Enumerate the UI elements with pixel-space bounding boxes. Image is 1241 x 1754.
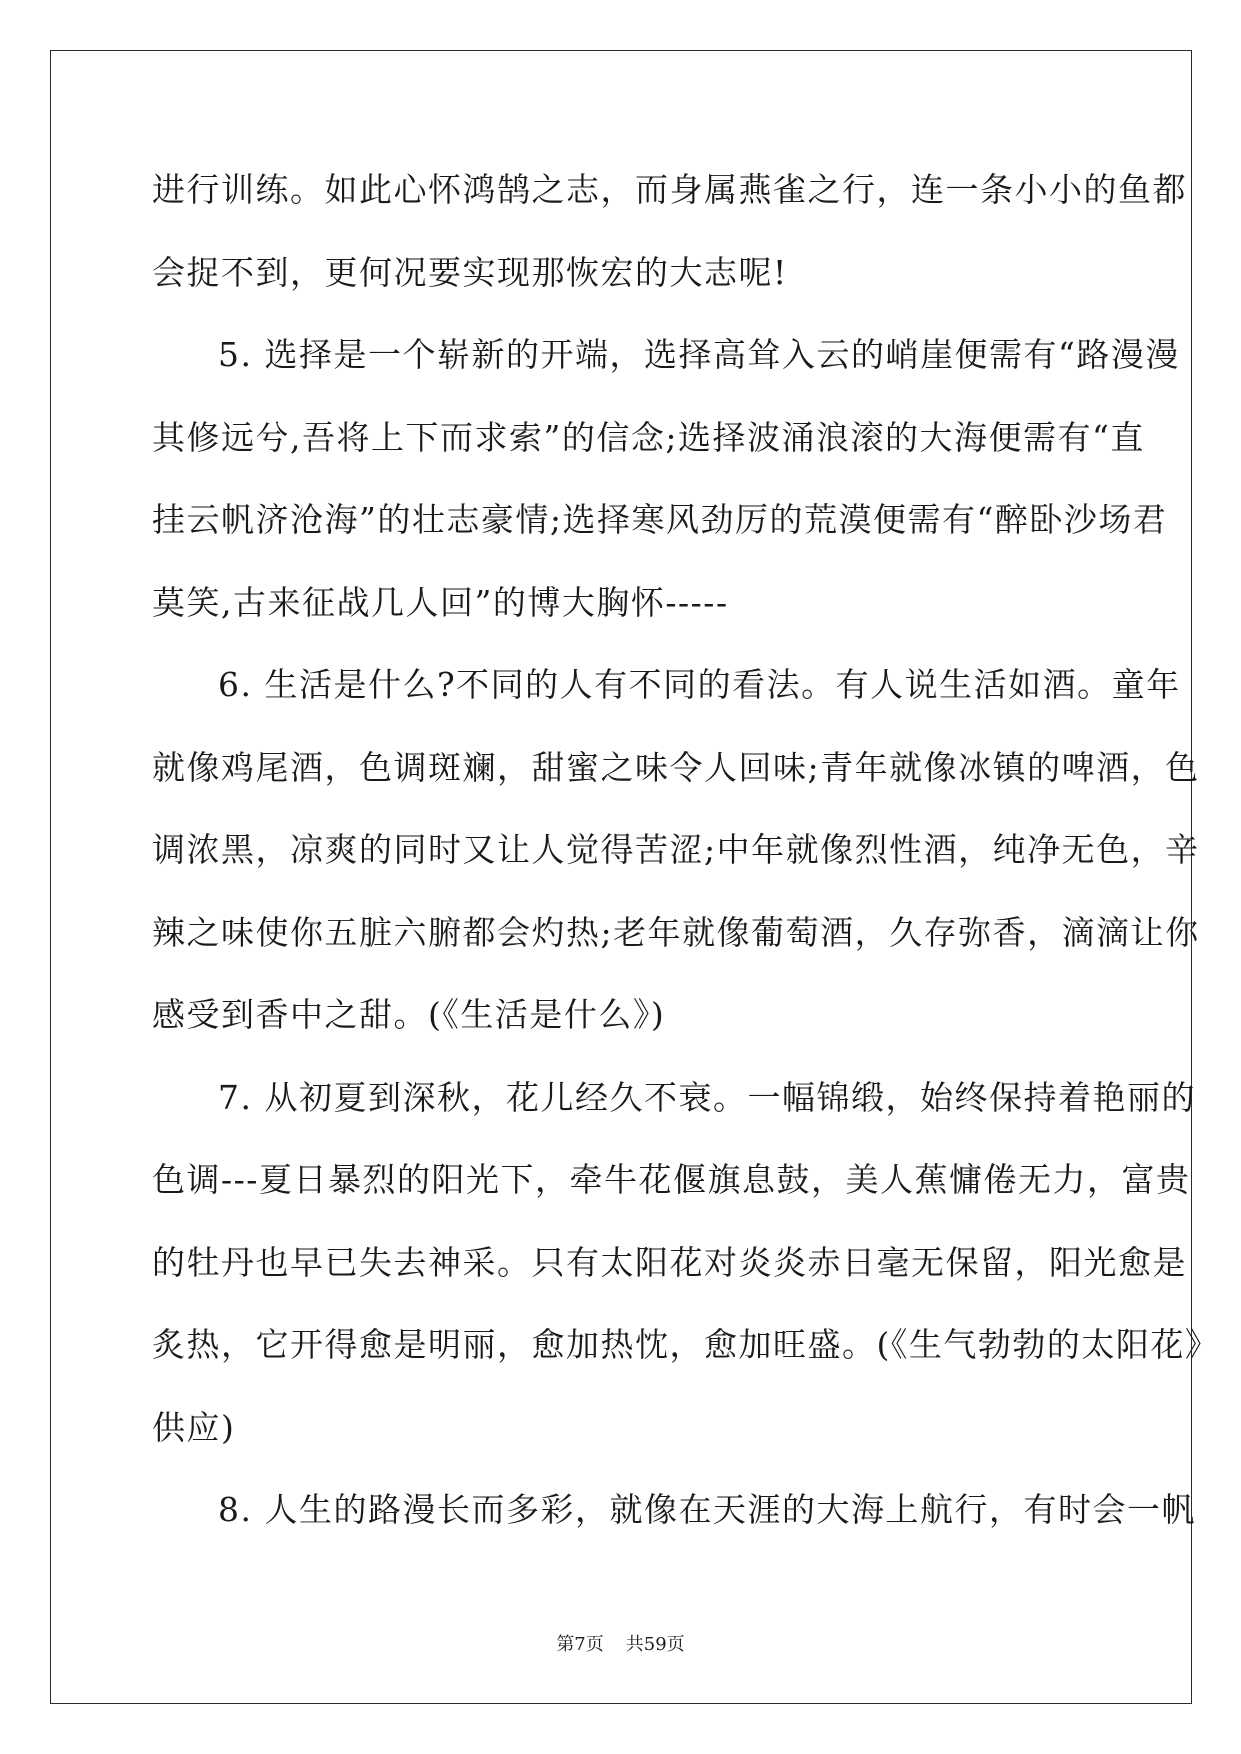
paragraph-start-line: 7. 从初夏到深秋，花儿经久不衰。一幅锦缎，始终保持着艳丽的 xyxy=(218,1077,1196,1117)
text-line: 其修远兮,吾将上下而求索”的信念;选择波涌浪滚的大海便需有“直 xyxy=(152,417,1145,457)
paragraph-start-line: 8. 人生的路漫长而多彩，就像在天涯的大海上航行，有时会一帆 xyxy=(218,1490,1196,1529)
text-line: 就像鸡尾酒，色调斑斓，甜蜜之味令人回味;青年就像冰镇的啤酒，色 xyxy=(152,747,1200,787)
text-line: 供应) xyxy=(152,1407,236,1447)
text-line: 调浓黑，凉爽的同时又让人觉得苦涩;中年就像烈性酒，纯净无色，辛 xyxy=(152,830,1200,869)
paragraph-start-line: 5. 选择是一个崭新的开端，选择高耸入云的峭崖便需有“路漫漫 xyxy=(218,335,1180,374)
text-line: 莫笑,古来征战几人回”的博大胸怀----- xyxy=(152,582,729,622)
text-line: 进行训练。如此心怀鸿鹄之志，而身属燕雀之行，连一条小小的鱼都 xyxy=(152,170,1187,209)
text-line: 感受到香中之甜。(《生活是什么》) xyxy=(152,995,666,1034)
text-line: 辣之味使你五脏六腑都会灼热;老年就像葡萄酒，久存弥香，滴滴让你 xyxy=(152,912,1200,952)
paragraph-start-line: 6. 生活是什么?不同的人有不同的看法。有人说生活如酒。童年 xyxy=(218,665,1181,704)
page-footer xyxy=(0,1630,1241,1656)
text-line: 挂云帆济沧海”的壮志豪情;选择寒风劲厉的荒漠便需有“醉卧沙场君 xyxy=(152,500,1168,539)
text-line: 的牡丹也早已失去神采。只有太阳花对炎炎赤日毫无保留，阳光愈是 xyxy=(152,1242,1187,1282)
page-number-current: 第7页 xyxy=(556,1634,604,1655)
document-body xyxy=(152,168,1220,1571)
text-line: 炙热，它开得愈是明丽，愈加热忱，愈加旺盛。(《生气勃勃的太阳花》 xyxy=(152,1325,1220,1364)
text-line: 会捉不到，更何况要实现那恢宏的大志呢! xyxy=(152,252,788,292)
text-line: 色调---夏日暴烈的阳光下，牵牛花偃旗息鼓，美人蕉慵倦无力，富贵 xyxy=(152,1160,1191,1199)
page-number-total: 共59页 xyxy=(625,1634,685,1655)
